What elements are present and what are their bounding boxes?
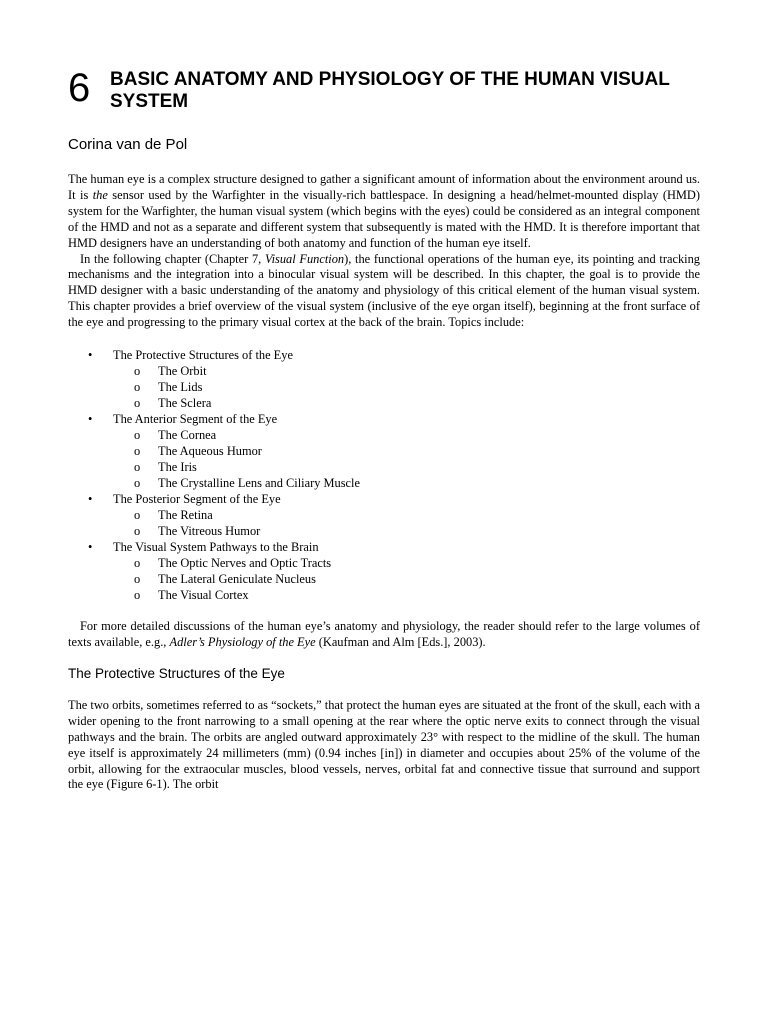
subtopic-item: o The Iris bbox=[113, 459, 700, 475]
topic-label: The Posterior Segment of the Eye bbox=[113, 492, 281, 507]
intro-paragraph-1: The human eye is a complex structure designed to gather a significant amount of information about the environment around us. It is the sensor used by the Warfighter in the visually-rich battlespace. In designing a head/helmet-mounted display (HMD) system for the Warfighter, the human visual system (which begins with the eyes) could be considered as an integral component of the HMD and not as a separate and different system that subsequently is mated with the HMD. It is therefore important that HMD designers have an understanding of both anatomy and function of the human eye itself. bbox=[68, 172, 700, 250]
subtopic-item: o The Cornea bbox=[113, 427, 700, 443]
chapter-header bbox=[68, 66, 700, 122]
chapter-number: 6 bbox=[68, 66, 91, 110]
further-reading-paragraph: For more detailed discussions of the human eye’s anatomy and physiology, the reader should refer to the large volumes of texts available, e.g., Adler’s Physiology of the Eye (Kaufman and Alm [Eds.], 2003). bbox=[68, 619, 700, 649]
topic-item bbox=[68, 347, 700, 411]
subtopic-item: o The Crystalline Lens and Ciliary Muscle bbox=[113, 475, 700, 491]
topic-item bbox=[68, 539, 700, 603]
topics-list bbox=[68, 347, 700, 603]
document-page bbox=[68, 66, 700, 793]
topic-label: The Anterior Segment of the Eye bbox=[113, 412, 278, 427]
author-name: Corina van de Pol bbox=[68, 136, 188, 153]
subtopic-item: o The Retina bbox=[113, 507, 700, 523]
subtopic-item: o The Visual Cortex bbox=[113, 587, 700, 603]
chapter-title: BASIC ANATOMY AND PHYSIOLOGY OF THE HUMAN VISUAL SYSTEM bbox=[110, 69, 670, 112]
topic-label: The Protective Structures of the Eye bbox=[113, 348, 293, 363]
subtopic-list bbox=[113, 363, 700, 411]
subtopic-item: o The Lateral Geniculate Nucleus bbox=[113, 571, 700, 587]
subtopic-list bbox=[113, 555, 700, 603]
subtopic-item: o The Optic Nerves and Optic Tracts bbox=[113, 555, 700, 571]
subtopic-item: o The Lids bbox=[113, 379, 700, 395]
topic-label: The Visual System Pathways to the Brain bbox=[113, 540, 319, 555]
intro-paragraph-2: In the following chapter (Chapter 7, Visual Function), the functional operations of the human eye, its pointing and tracking mechanisms and the integration into a binocular visual system will be described. In this chapter, the goal is to provide the HMD designer with a basic understanding of the anatomy and physiology of this critical element of the human visual system. This chapter provides a brief overview of the visual system (inclusive of the eye organ itself), beginning at the front surface of the eye and progressing to the primary visual cortex at the back of the brain. Topics include: bbox=[68, 251, 700, 330]
subtopic-item: o The Vitreous Humor bbox=[113, 523, 700, 539]
section-heading: The Protective Structures of the Eye bbox=[68, 665, 285, 681]
subtopic-list bbox=[113, 507, 700, 539]
subtopic-item: o The Sclera bbox=[113, 395, 700, 411]
subtopic-item: o The Orbit bbox=[113, 363, 700, 379]
topic-item bbox=[68, 491, 700, 539]
topic-item bbox=[68, 411, 700, 491]
subtopic-list bbox=[113, 427, 700, 491]
section-paragraph: The two orbits, sometimes referred to as “sockets,” that protect the human eyes are situated at the front of the skull, each with a wider opening to the front narrowing to a small opening at the rear where the optic nerve exits to connect through the visual pathways and the brain. The orbits are angled outward approximately 23° with respect to the midline of the skull. The human eye itself is approximately 24 millimeters (mm) (0.94 inches [in]) in diameter and occupies about 25% of the volume of the orbit, allowing for the extraocular muscles, blood vessels, nerves, orbital fat and connective tissue that surround and support the eye (Figure 6-1). The orbit bbox=[68, 697, 700, 792]
subtopic-item: o The Aqueous Humor bbox=[113, 443, 700, 459]
